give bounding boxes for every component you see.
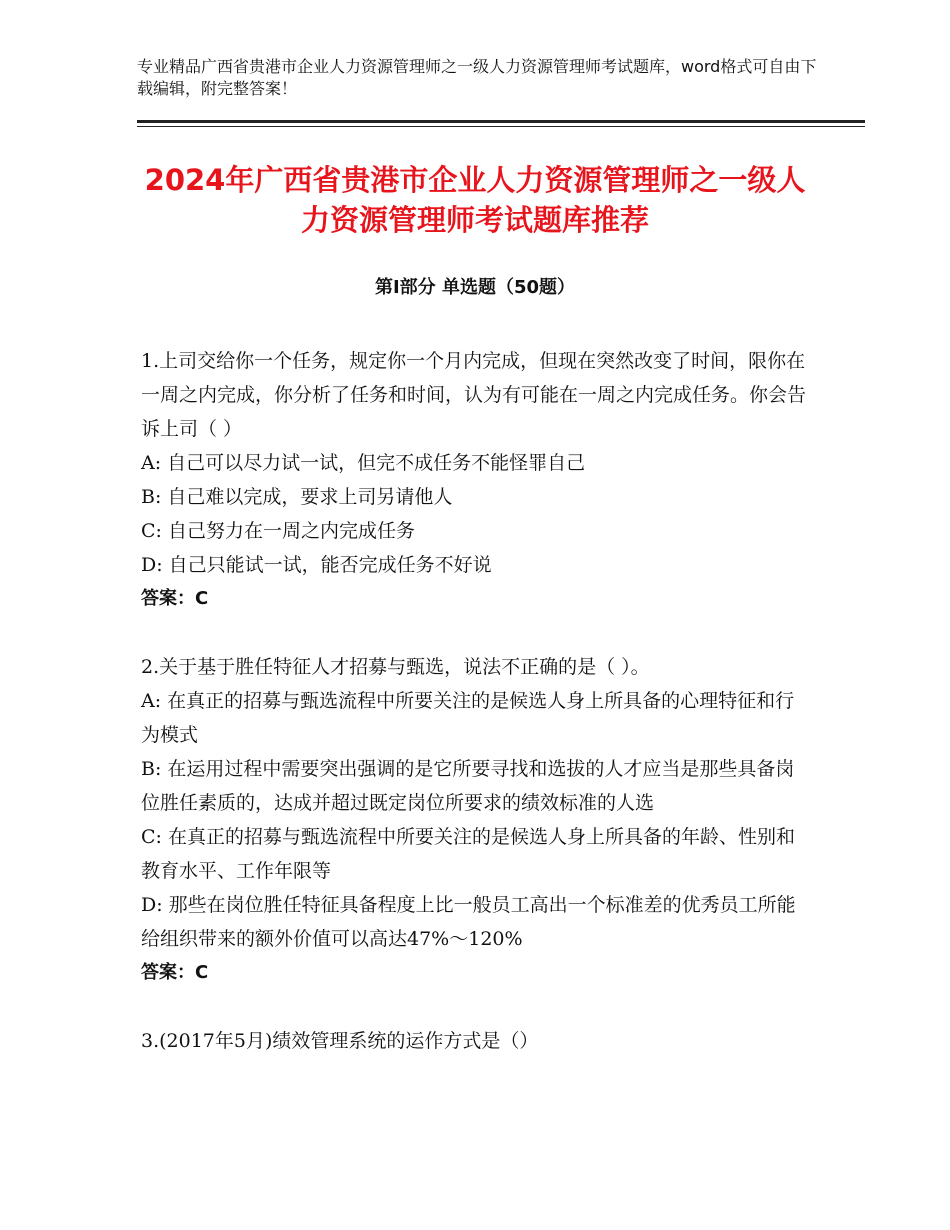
question-3 — [141, 1024, 811, 1058]
option-d: D: 自己只能试一试，能否完成任务不好说 — [141, 554, 492, 576]
option-c: C: 在真正的招募与甄选流程中所要关注的是候选人身上所具备的年龄、性别和教育水平、工作年限等 — [141, 826, 795, 882]
question-1 — [141, 344, 811, 616]
option-a: A: 自己可以尽力试一试，但完不成任务不能怪罪自己 — [141, 452, 586, 474]
question-stem: 2.关于基于胜任特征人才招募与甄选，说法不正确的是（ ）。 — [141, 656, 650, 678]
section-title: 第Ⅰ部分 单选题（50题） — [374, 277, 575, 298]
question-list — [141, 344, 811, 1058]
header-note: 专业精品广西省贵港市企业人力资源管理师之一级人力资源管理师考试题库，word格式可自由下载编辑，附完整答案！ — [137, 57, 817, 98]
document-title: 2024年广西省贵港市企业人力资源管理师之一级人力资源管理师考试题库推荐 — [144, 163, 806, 237]
answer: 答案：C — [141, 588, 209, 609]
option-d: D: 那些在岗位胜任特征具备程度上比一般员工高出一个标准差的优秀员工所能给组织带来的额外价值可以高达47%～120% — [141, 894, 796, 950]
option-b: B: 自己难以完成，要求上司另请他人 — [141, 486, 453, 508]
question-stem: 1.上司交给你一个任务，规定你一个月内完成，但现在突然改变了时间，限你在一周之内完成，你分析了任务和时间，认为有可能在一周之内完成任务。你会告诉上司（ ） — [141, 350, 807, 440]
option-c: C: 自己努力在一周之内完成任务 — [141, 520, 415, 542]
question-2 — [141, 650, 811, 990]
header-rule-thin — [137, 126, 865, 127]
header-rule-thick — [137, 120, 865, 123]
option-a: A: 在真正的招募与甄选流程中所要关注的是候选人身上所具备的心理特征和行为模式 — [141, 690, 795, 746]
option-b: B: 在运用过程中需要突出强调的是它所要寻找和选拔的人才应当是那些具备岗位胜任素质的，达成并超过既定岗位所要求的绩效标准的人选 — [141, 758, 795, 814]
answer: 答案：C — [141, 962, 209, 983]
question-stem: 3.(2017年5月)绩效管理系统的运作方式是（） — [141, 1030, 539, 1052]
